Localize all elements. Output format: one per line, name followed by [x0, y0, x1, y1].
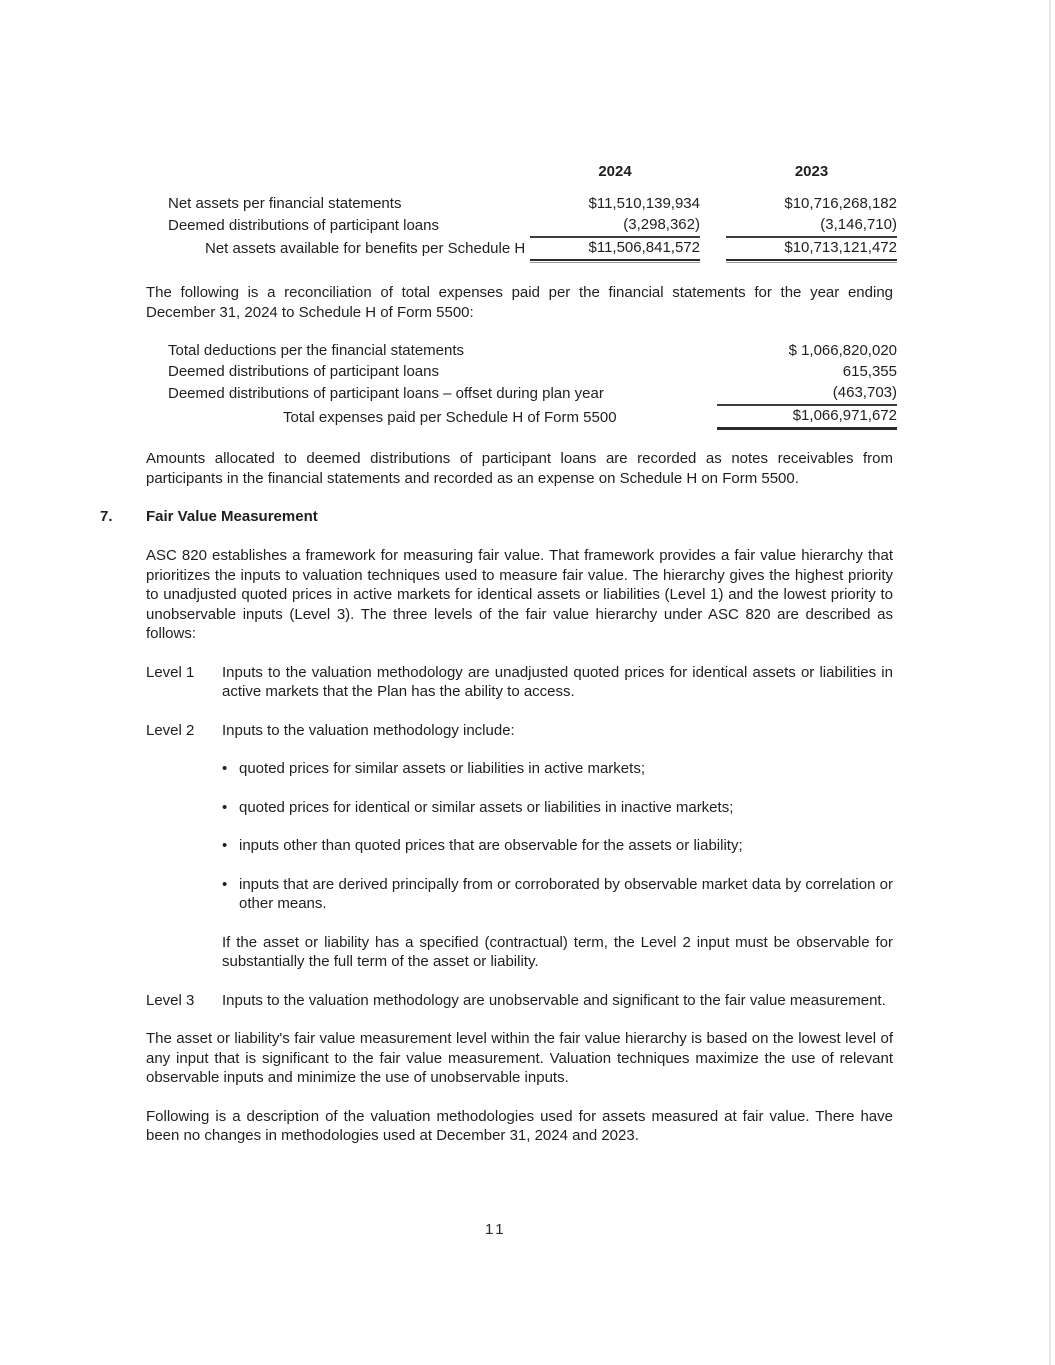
expenses-reconciliation-table: [168, 341, 897, 430]
table-row: [168, 215, 897, 237]
level-3-definition: [146, 991, 893, 1011]
section-number: 7.: [100, 508, 113, 525]
empty-header-cell: [168, 162, 530, 194]
table-header-row: [168, 162, 897, 194]
deemed-distributions-note: Amounts allocated to deemed distributions of participant loans are recorded as notes receivables from participants in the financial statements and recorded as an expense on Schedule H on Form 5500.: [146, 450, 893, 487]
amount-2023: $10,716,268,182: [784, 195, 897, 212]
table-total-row: [168, 405, 897, 429]
amount: $ 1,066,820,020: [788, 342, 897, 359]
methodologies-paragraph: Following is a description of the valuation methodologies used for assets measured at fair value. There have been no changes in methodologies used at December 31, 2024 and 2023.: [146, 1107, 893, 1144]
bullet-item: [222, 798, 893, 818]
page-content: [100, 162, 897, 1165]
table-row: [168, 362, 897, 383]
row-label: Net assets per financial statements: [168, 195, 402, 212]
level-2-text: Inputs to the valuation methodology include:: [222, 721, 515, 739]
amount: 615,355: [842, 363, 897, 380]
amount-2023: $10,713,121,472: [726, 237, 897, 260]
column-gap: [700, 162, 726, 194]
bullet-item: [222, 875, 893, 914]
lowest-level-paragraph: The asset or liability's fair value measurement level within the fair value hierarchy is based on the lowest level of any input that is significant to the fair value measurement. Valuation techniques maximize the use of relevant observable inputs and minimize the use of unobservable inputs.: [146, 1030, 893, 1086]
table-row: [168, 383, 897, 405]
bullet-text: inputs other than quoted prices that are observable for the assets or liability;: [239, 837, 743, 854]
level-1-definition: [146, 663, 893, 702]
column-header-2023: 2023: [794, 163, 829, 180]
row-label: Net assets available for benefits per Schedule H: [205, 240, 526, 257]
asc820-intro-paragraph: ASC 820 establishes a framework for measuring fair value. That framework provides a fair value hierarchy that prioritizes the inputs to valuation techniques used to measure fair value. The hierarchy gives the highest priority to unadjusted quoted prices in active markets for identical assets or liabilities (Level 1) and the lowest priority to unobservable inputs (Level 3). The three levels of the fair value hierarchy under ASC 820 are described as follows:: [146, 547, 893, 642]
bullet-text: quoted prices for identical or similar assets or liabilities in inactive markets;: [239, 798, 734, 816]
row-label: Deemed distributions of participant loans: [168, 363, 439, 380]
column-header-2024: 2024: [598, 163, 632, 180]
level-2-note: If the asset or liability has a specified (contractual) term, the Level 2 input must be observable for substantially the full term of the asset or liability.: [222, 933, 893, 970]
scan-edge-artifact: [1049, 0, 1051, 1365]
net-assets-reconciliation-table: [168, 162, 897, 261]
bullet-text: inputs that are derived principally from or corroborated by observable market data by correlation or other means.: [239, 875, 893, 912]
bullet-item: [222, 759, 893, 779]
level-3-text: Inputs to the valuation methodology are unobservable and significant to the fair value measurement.: [222, 991, 886, 1009]
bullet-icon: •: [222, 875, 228, 893]
bullet-text: quoted prices for similar assets or liabilities in active markets;: [239, 760, 645, 777]
row-label: Deemed distributions of participant loans: [168, 217, 439, 234]
bullet-icon: •: [222, 837, 228, 854]
expenses-reconciliation-intro: The following is a reconciliation of total expenses paid per the financial statements for the year ending December 31, 2024 to Schedule H of Form 5500:: [146, 284, 893, 321]
level-1-text: Inputs to the valuation methodology are unadjusted quoted prices for identical assets or liabilities in active markets that the Plan has the ability to access.: [222, 663, 893, 700]
amount-2024: (3,298,362): [530, 215, 700, 237]
level-1-label: Level 1: [146, 663, 195, 681]
bullet-item: [222, 836, 893, 856]
row-label: Total expenses paid per Schedule H of Form 5500: [283, 408, 617, 426]
bullet-icon: •: [222, 798, 228, 816]
page-number: 11: [485, 1221, 507, 1238]
bullet-icon: •: [222, 760, 228, 777]
table-total-row: [168, 237, 897, 260]
section-heading: [100, 507, 897, 526]
level-3-label: Level 3: [146, 991, 195, 1009]
row-label: Total deductions per the financial statements: [168, 342, 465, 359]
amount: $1,066,971,672: [717, 405, 897, 429]
amount-2024: $11,506,841,572: [530, 237, 700, 260]
table-row: [168, 341, 897, 362]
amount-2023: (3,146,710): [726, 215, 897, 237]
row-label: Deemed distributions of participant loans – offset during plan year: [168, 385, 604, 402]
level-2-label: Level 2: [146, 721, 195, 739]
table-row: [168, 194, 897, 215]
section-title: Fair Value Measurement: [146, 508, 318, 525]
level-2-bullet-list: [222, 759, 893, 914]
amount: (463,703): [717, 383, 897, 405]
level-2-definition: [146, 721, 893, 741]
amount-2024: $11,510,139,934: [588, 195, 700, 212]
